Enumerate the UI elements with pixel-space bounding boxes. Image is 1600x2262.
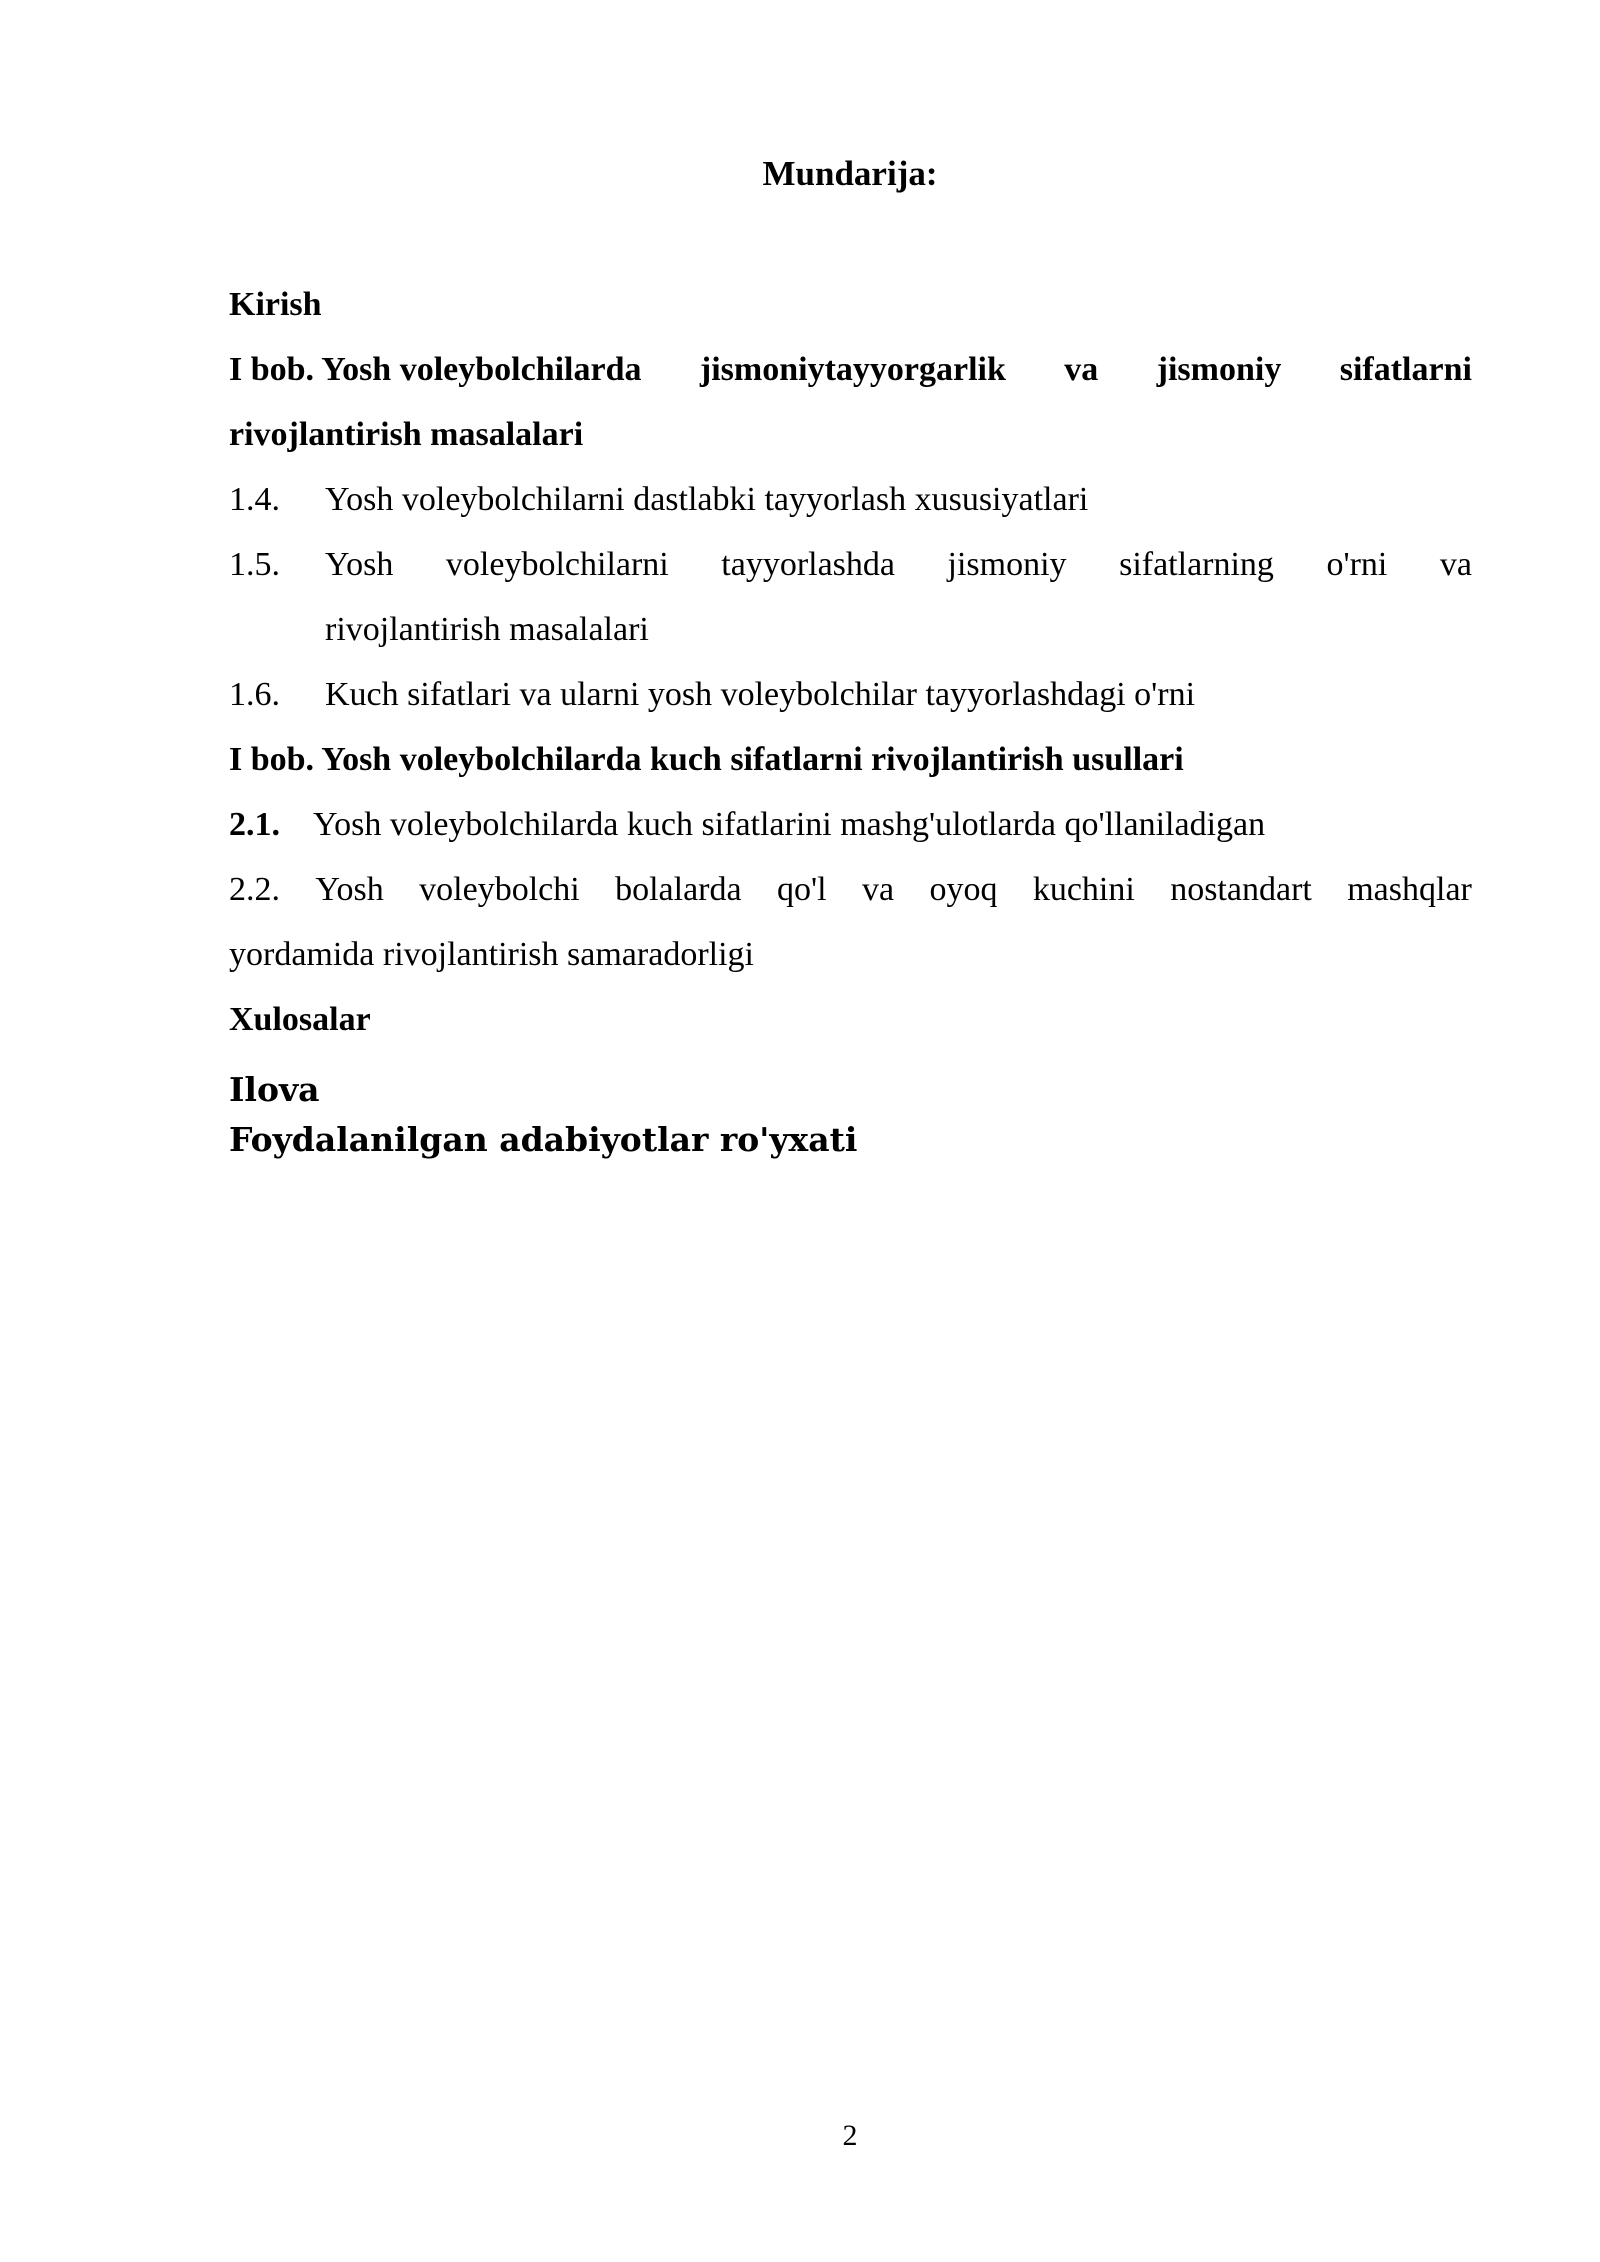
section-title: Kuch sifatlari va ularni yosh voleybolchilar tayyorlashdagi o'rni: [325, 676, 1196, 713]
section-number: 1.6.: [229, 676, 280, 713]
section-title-word: jismoniy: [947, 546, 1067, 583]
toc-entry-chapter-2: I bob. Yosh voleybolchilarda kuch sifatlarni rivojlantirish usullari: [229, 741, 1184, 778]
toc-entry-kirish: Kirish: [229, 286, 322, 323]
toc-entry-section-2-2-continuation: yordamida rivojlantirish samaradorligi: [229, 936, 754, 973]
section-title-word: tayyorlashda: [721, 546, 895, 583]
toc-entry-section-2-1: [229, 803, 1472, 847]
chapter-1-title-word: jismoniy: [1156, 351, 1282, 388]
section-2-2-word: va: [861, 871, 895, 908]
section-title: Yosh voleybolchilarda kuch sifatlarini mashg'ulotlarda qo'llaniladigan: [313, 806, 1266, 843]
section-title-word: va: [1439, 546, 1472, 583]
section-2-2-word: kuchini: [1032, 871, 1135, 908]
section-title-word: voleybolchilarni: [445, 546, 669, 583]
section-2-2-word: 2.2.: [229, 871, 280, 908]
page-title: Mundarija:: [762, 154, 938, 193]
toc-entry-section-1-5-continuation: rivojlantirish masalalari: [325, 611, 649, 648]
section-number: 2.1.: [229, 806, 280, 843]
section-2-2-word: mashqlar: [1347, 871, 1472, 908]
chapter-1-title-word: jismoniytayyorgarlik: [699, 351, 1006, 388]
section-2-2-word: nostandart: [1170, 871, 1312, 908]
section-2-2-word: Yosh: [315, 871, 384, 908]
section-title-word: Yosh: [325, 546, 394, 583]
toc-entry-section-1-6: [229, 673, 1472, 717]
section-2-2-word: bolalarda: [615, 871, 742, 908]
page-number: 2: [842, 2119, 858, 2152]
toc-entry-section-2-2: [229, 868, 1472, 912]
toc-entry-ilova: Ilova: [229, 1070, 320, 1109]
chapter-1-title-word: va: [1064, 351, 1099, 388]
section-number: 1.5.: [229, 546, 280, 583]
toc-entry-xulosalar: Xulosalar: [229, 1001, 371, 1038]
section-2-2-word: voleybolchi: [419, 871, 580, 908]
section-title: [325, 543, 1472, 587]
toc-entry-section-1-4: [229, 478, 1472, 522]
toc-entry-chapter-1-continuation: rivojlantirish masalalari: [229, 416, 584, 453]
section-number: 1.4.: [229, 481, 280, 518]
section-2-2-word: qo'l: [776, 871, 827, 908]
toc-entry-adabiyotlar: Foydalanilgan adabiyotlar ro'yxati: [229, 1120, 858, 1159]
chapter-1-title-word: I bob. Yosh voleybolchilarda: [229, 351, 642, 388]
section-title-word: sifatlarning: [1119, 546, 1274, 583]
section-title-word: o'rni: [1326, 546, 1388, 583]
section-title: Yosh voleybolchilarni dastlabki tayyorlash xususiyatlari: [325, 481, 1089, 518]
chapter-1-title-word: sifatlarni: [1339, 351, 1472, 388]
section-2-2-word: oyoq: [929, 871, 998, 908]
toc-entry-chapter-1: [229, 348, 1472, 392]
toc-entry-section-1-5: [229, 543, 1472, 587]
